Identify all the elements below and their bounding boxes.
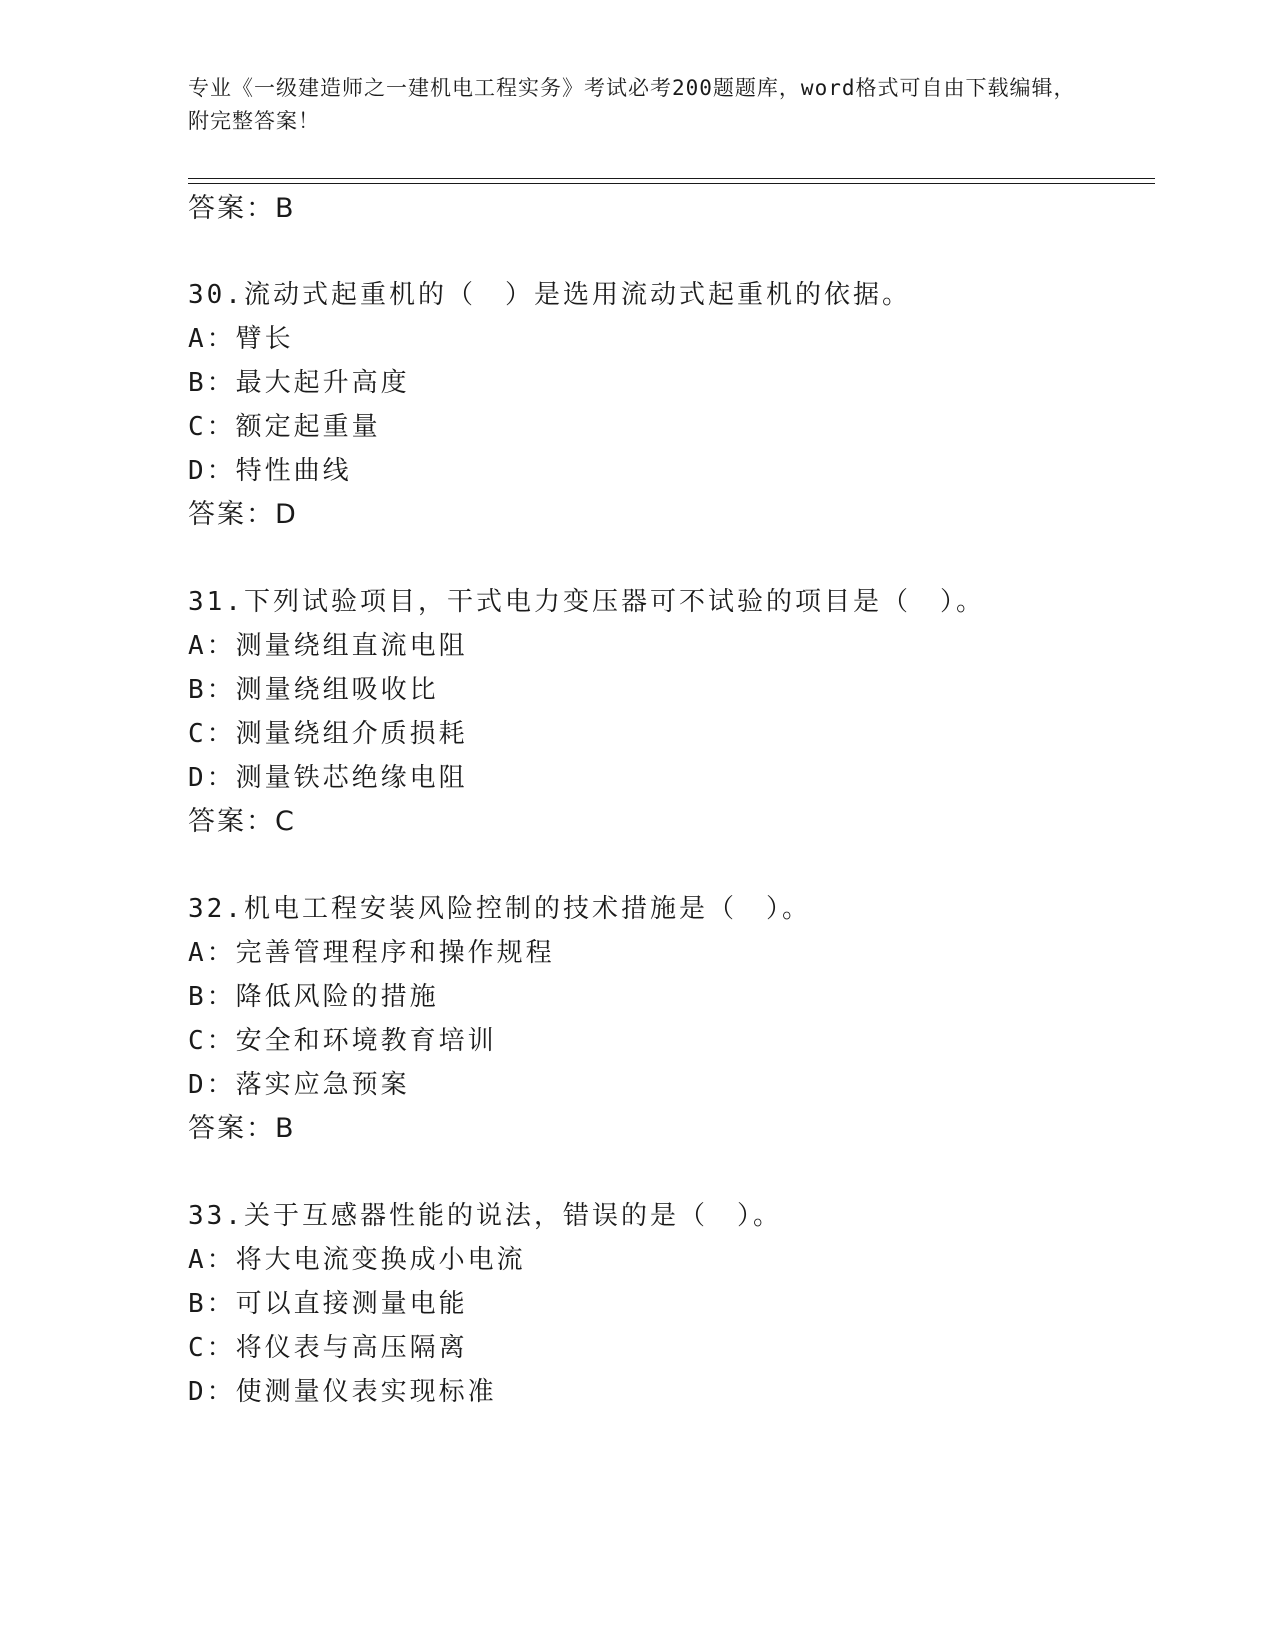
option-c: C：安全和环境教育培训	[188, 1026, 497, 1056]
option-b: B：最大起升高度	[188, 368, 410, 398]
option-d: D：测量铁芯绝缘电阻	[188, 763, 468, 793]
option-b: B：降低风险的措施	[188, 982, 439, 1012]
option-c: C：额定起重量	[188, 412, 381, 442]
answer-line: 答案：B	[188, 193, 296, 224]
question-stem: 33.关于互感器性能的说法，错误的是（ ）。	[188, 1201, 782, 1231]
option-a: A：完善管理程序和操作规程	[188, 938, 555, 968]
question-stem: 32.机电工程安装风险控制的技术措施是（ ）。	[188, 894, 811, 924]
answer-line: 答案：D	[188, 499, 298, 530]
option-d: D：特性曲线	[188, 456, 352, 486]
option-a: A：测量绕组直流电阻	[188, 631, 468, 661]
answer-line: 答案：B	[188, 1113, 296, 1144]
option-a: A：臂长	[188, 324, 294, 354]
page-header: 专业《一级建造师之一建机电工程实务》考试必考200题题库，word格式可自由下载编辑，附完整答案！	[188, 76, 1076, 133]
option-d: D：使测量仪表实现标准	[188, 1377, 497, 1407]
option-c: C：测量绕组介质损耗	[188, 719, 468, 749]
option-c: C：将仪表与高压隔离	[188, 1333, 468, 1363]
question-stem: 30.流动式起重机的（ ）是选用流动式起重机的依据。	[188, 280, 911, 310]
option-d: D：落实应急预案	[188, 1070, 410, 1100]
header-rule-bottom	[188, 183, 1155, 184]
header-rule-top	[188, 178, 1155, 179]
option-b: B：测量绕组吸收比	[188, 675, 439, 705]
option-b: B：可以直接测量电能	[188, 1289, 468, 1319]
option-a: A：将大电流变换成小电流	[188, 1245, 526, 1275]
answer-line: 答案：C	[188, 806, 296, 837]
question-stem: 31.下列试验项目，干式电力变压器可不试验的项目是（ ）。	[188, 587, 985, 617]
